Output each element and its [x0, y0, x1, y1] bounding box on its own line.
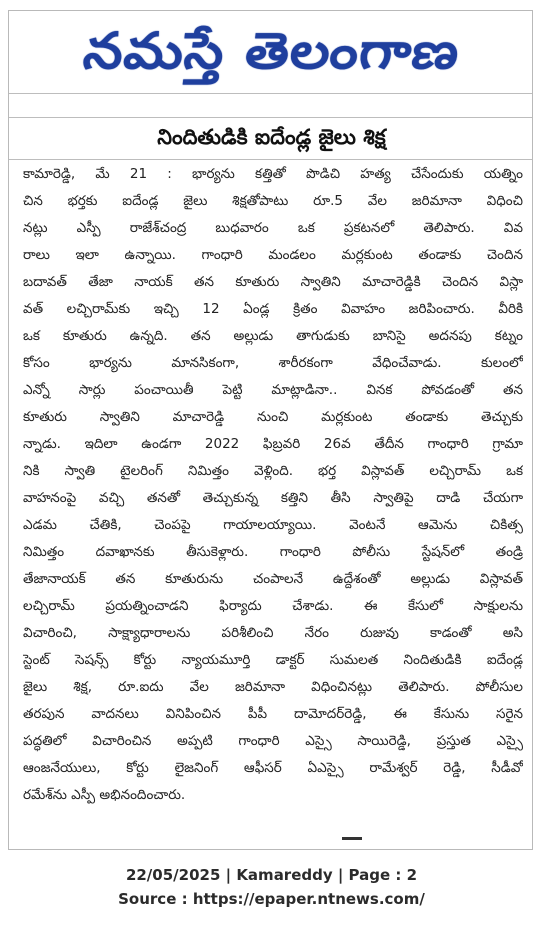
article-line: విచారించి, సాక్ష్యాధారాలను పరిశీలించి నేరం రుజువు కాడంతో అసి	[23, 625, 523, 641]
masthead-logo: నమస్తే తెలంగాణ	[80, 22, 463, 80]
article-line: కామారెడ్డి, మే 21 : భార్యను కత్తితో పొడిచి హత్య చేసేందుకు యత్నిం	[23, 166, 523, 182]
article-line: చిన భర్తకు ఐదేండ్ల జైలు శిక్షతోపాటు రూ.5 వేల జరిమానా విధించి	[23, 193, 523, 209]
article-line: ఎన్నో సార్లు పంచాయితీ పెట్టి మాట్లాడినా.. వినక పోవడంతో తన	[23, 382, 523, 398]
article-line: తరపున వాదనలు వినిపించిన పీపీ దామోదర్‌రెడ్డి, ఈ కేసును సరైన	[23, 706, 523, 722]
footer-source: Source : https://epaper.ntnews.com/	[118, 890, 425, 908]
article-line: బదావత్ తేజా నాయక్ తన కూతురు స్వాతిని మాచారెడ్డికి చెందిన విస్లా	[23, 274, 523, 290]
headline	[9, 123, 533, 157]
article-line: వాహనంపై వచ్చి తనతో తెచ్చుకున్న కత్తిని తీసి స్వాతిపై దాడి చేయగా	[23, 490, 523, 506]
article-end-mark	[342, 837, 362, 840]
article-body	[23, 161, 523, 809]
article-line: ఆంజనేయులు, కోర్టు లైజనింగ్ ఆఫీసర్ ఏఎస్సై రామేశ్వర్ రెడ్డి, సీడీవో	[23, 760, 523, 776]
headline-rule-bottom	[9, 159, 533, 160]
article-line: తేజానాయక్ తన కూతురును చంపాలనే ఉద్దేశంతో అల్లుడు విస్లావత్	[23, 571, 523, 587]
masthead	[9, 17, 533, 85]
article-line: నట్లు ఎస్పీ రాజేశ్‌చంద్ర బుధవారం ఒక ప్రకటనలో తెలిపారు. వివ	[23, 220, 523, 236]
article-line: స్టెంట్ సెషన్స్ కోర్టు న్యాయమూర్తి డాక్టర్ సుమలత నిందితుడికి ఐదేండ్ల	[23, 652, 523, 668]
article-line: పద్ధతిలో విచారించిన అప్పటి గాంధారి ఎస్సై సాయిరెడ్డి, ప్రస్తుత ఎస్సై	[23, 733, 523, 749]
article-line: కూతురు స్వాతిని మాచారెడ్డి నుంచి మర్లకుంట తండాకు తెచ్చుకు	[23, 409, 523, 425]
article-line: కోసం భార్యను మానసికంగా, శారీరకంగా వేధించేవాడు. కులంలో	[23, 355, 523, 371]
footer-meta: 22/05/2025 | Kamareddy | Page : 2	[125, 866, 418, 884]
article-line: న్నాడు. ఇదిలా ఉండగా 2022 ఫిబ్రవరి 26వ తేదీన గాంధారి గ్రామా	[23, 436, 523, 452]
article-line: వత్ లచ్చిరామ్‌కు ఇచ్చి 12 ఏండ్ల క్రితం వివాహం జరిపించారు. వీరికి	[23, 301, 523, 317]
news-clipping	[8, 10, 533, 850]
article-line: జైలు శిక్ష, రూ.ఐదు వేల జరిమానా విధించినట్లు తెలిపారు. పోలీసుల	[23, 679, 523, 695]
article-line: నిమిత్తం దవాఖానకు తీసుకెళ్లారు. గాంధారి పోలీసు స్టేషన్‌లో తండ్రి	[23, 544, 523, 560]
article-line: లచ్చిరామ్ ప్రయత్నించాడని ఫిర్యాదు చేశాడు. ఈ కేసులో సాక్షులను	[23, 598, 523, 614]
article-headline: నిందితుడికి ఐదేండ్ల జైలు శిక్ష	[157, 125, 386, 149]
article-line: రాలు ఇలా ఉన్నాయి. గాంధారి మండలం మర్లకుంట తండాకు చెందిన	[23, 247, 523, 263]
article-line: రమేశ్‌ను ఎస్పీ అభినందించారు.	[23, 787, 186, 803]
article-line: ఒక కూతురు ఉన్నది. తన అల్లుడు తాగుడుకు బానిసై అదనపు కట్నం	[23, 328, 523, 344]
article-line: నికి స్వాతి టైలరింగ్ నిమిత్తం వెళ్లింది. భర్త విస్లావత్ లచ్చిరామ్ ఒక	[23, 463, 523, 479]
masthead-divider	[9, 93, 533, 94]
article-line: ఎడమ చేతికి, చెంపపై గాయాలయ్యాయి. వెంటనే ఆమెను చికిత్స	[23, 517, 523, 533]
headline-rule-top	[9, 117, 533, 118]
